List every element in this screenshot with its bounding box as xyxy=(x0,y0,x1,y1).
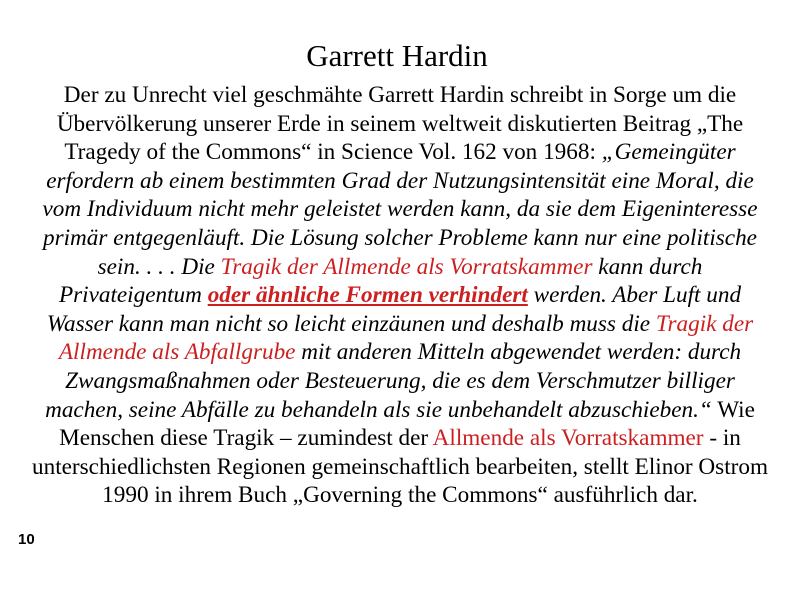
quote-part-3: werden. Aber Luft und Wasser kann man nicht so leicht einzäunen und deshalb muss die xyxy=(46,282,742,337)
quote-part-2: kann durch Privateigentum xyxy=(58,253,703,309)
quote-highlight-abfallgrube: Tragik der Allmende als Abfallgrube xyxy=(58,310,754,366)
quote-part-1: „Gemeingüter erfordern ab einem bestimmten Grad der Nutzungsintensität eine Moral, die vom Individuum nicht mehr geleistet werden kann, da sie dem Eigeninteresse primär entgegenläuft. Die Lösung solcher Probleme kann nur eine politische sein. . . . Die xyxy=(42,139,758,280)
hardin-quote xyxy=(43,139,758,422)
intro-text: Der zu Unrecht viel geschmähte Garrett Hardin schreibt in Sorge um die Übervölkerung unserer Erde in seinem weltweit diskutierten Beitrag „The Tragedy of the Commons“ in Science Vol. 162 von 1968: xyxy=(56,82,744,166)
quote-highlight-vorratskammer: Tragik der Allmende als Vorratskammer xyxy=(220,253,593,280)
closing-highlight: Allmende als Vorratskammer xyxy=(432,425,704,452)
quote-part-4: mit anderen Mitteln abgewendet werden: durch Zwangsmaßnahmen oder Besteuerung, die es dem Verschmutzer billiger machen, seine Abfälle zu behandeln als sie unbehandelt abzuschieben.“ xyxy=(45,339,742,423)
slide-title: Garrett Hardin xyxy=(306,38,488,73)
slide-body-paragraph xyxy=(30,81,770,510)
slide-number: 10 xyxy=(18,531,35,548)
closing-part-1: Wie Menschen diese Tragik – zumindest der xyxy=(59,396,755,452)
quote-emphasis-bold-underlined: oder ähnliche Formen verhindert xyxy=(207,282,528,309)
closing-part-2: - in unterschiedlichsten Regionen gemeinschaftlich bearbeiten, stellt Elinor Ostrom 1990 in ihrem Buch „Governing the Commons“ ausführlich dar. xyxy=(32,425,768,509)
